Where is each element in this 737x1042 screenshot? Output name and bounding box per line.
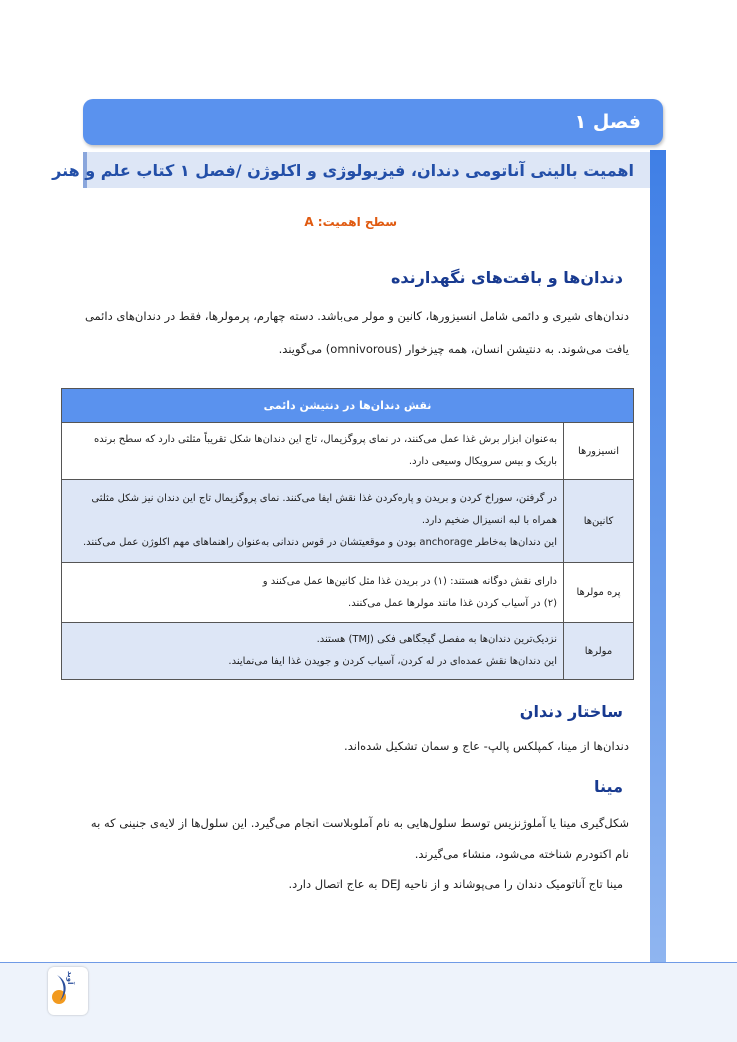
role-line: این دندان‌ها نقش عمده‌ای در له کردن، آسیاب کردن و جویدن غذا ایفا می‌نمایند.: [228, 656, 557, 667]
role-line: نزدیک‌ترین دندان‌ها به مفصل گیجگاهی فکی (TMJ) هستند.: [316, 634, 557, 645]
logo-text: آوید: [66, 971, 74, 985]
paragraph-enamel-line-3: مینا تاج آناتومیک دندان را می‌پوشاند و از ناحیه DEJ به عاج اتصال دارد.: [288, 877, 623, 891]
footer: [0, 963, 737, 1042]
table-row: [62, 563, 633, 623]
tooth-role-cell: [62, 480, 563, 562]
table-row: [62, 423, 633, 480]
tooth-type-cell: مولرها: [563, 623, 633, 679]
importance-level: سطح اهمیت: A: [304, 215, 397, 229]
page-subtitle: اهمیت بالینی آناتومی دندان، فیزیولوژی و اکلوژن /فصل ۱ کتاب علم و هنر: [52, 160, 634, 180]
tooth-type-cell: پره مولرها: [563, 563, 633, 622]
subtitle-banner: [52, 152, 650, 188]
section-heading-teeth: دندان‌ها و بافت‌های نگهدارنده: [390, 268, 623, 287]
chapter-title: فصل ۱: [574, 111, 641, 133]
chapter-header: [83, 99, 663, 145]
tooth-type-cell: انسیزورها: [563, 423, 633, 479]
role-line: (۲) در آسیاب کردن غذا مانند مولرها عمل می‌کنند.: [348, 597, 557, 609]
paragraph-teeth-line-2: یافت می‌شوند. به دنتیشن انسان، همه چیزخوار (omnivorous) می‌گویند.: [278, 342, 629, 356]
role-line: همراه با لبه انسیزال ضخیم دارد.: [421, 515, 557, 526]
role-line: در گرفتن، سوراخ کردن و بریدن و پاره‌کردن غذا نقش ایفا می‌کنند. نمای پروگزیمال تاج این دندان نیز شکل مثلثی: [91, 493, 557, 504]
table-row: [62, 623, 633, 679]
table-row: [62, 480, 633, 563]
tooth-role-cell: [62, 423, 563, 479]
role-line: باریک و بیس سرویکال وسیعی دارد.: [408, 456, 557, 467]
role-line: این دندان‌ها به‌خاطر anchorage بودن و موقعیتشان در قوس دندانی به‌عنوان راهنماهای مهم اکلوژن عمل می‌کنند.: [82, 537, 557, 548]
role-line: دارای نقش دوگانه هستند: (۱) در بریدن غذا مثل کانین‌ها عمل می‌کنند و: [262, 575, 557, 587]
tooth-role-cell: [62, 623, 563, 679]
table-header: نقش دندان‌ها در دنتیشن دائمی: [62, 389, 633, 423]
right-decorative-bar: [650, 150, 666, 962]
paragraph-enamel-line-2: نام اکتودرم شناخته می‌شود، منشاء می‌گیرند.: [414, 847, 629, 861]
section-heading-structure: ساختار دندان: [519, 702, 623, 721]
tooth-type-cell: کانین‌ها: [563, 480, 633, 562]
paragraph-enamel-line-1: شکل‌گیری مینا یا آملوژنزیس توسط سلول‌هایی به نام آملوبلاست انجام می‌گیرد. این سلول‌ها از لایه‌ی جنینی که به: [90, 816, 629, 830]
teeth-roles-table: [61, 388, 634, 680]
publisher-logo: [48, 967, 88, 1015]
tooth-role-cell: [62, 563, 563, 622]
role-line: به‌عنوان ابزار برش غذا عمل می‌کنند، در نمای پروگزیمال، تاج این دندان‌ها شکل تقریباً مثلثی دارد که سطح برنده: [94, 434, 557, 445]
section-heading-enamel: مینا: [594, 777, 623, 796]
paragraph-structure-line-1: دندان‌ها از مینا، کمپلکس پالپ- عاج و سمان تشکیل شده‌اند.: [344, 739, 629, 753]
paragraph-teeth-line-1: دندان‌های شیری و دائمی شامل انسیزورها، کانین و مولر می‌باشد. دسته چهارم، پرمولرها، فقط در دندان‌های دائمی: [84, 309, 629, 323]
